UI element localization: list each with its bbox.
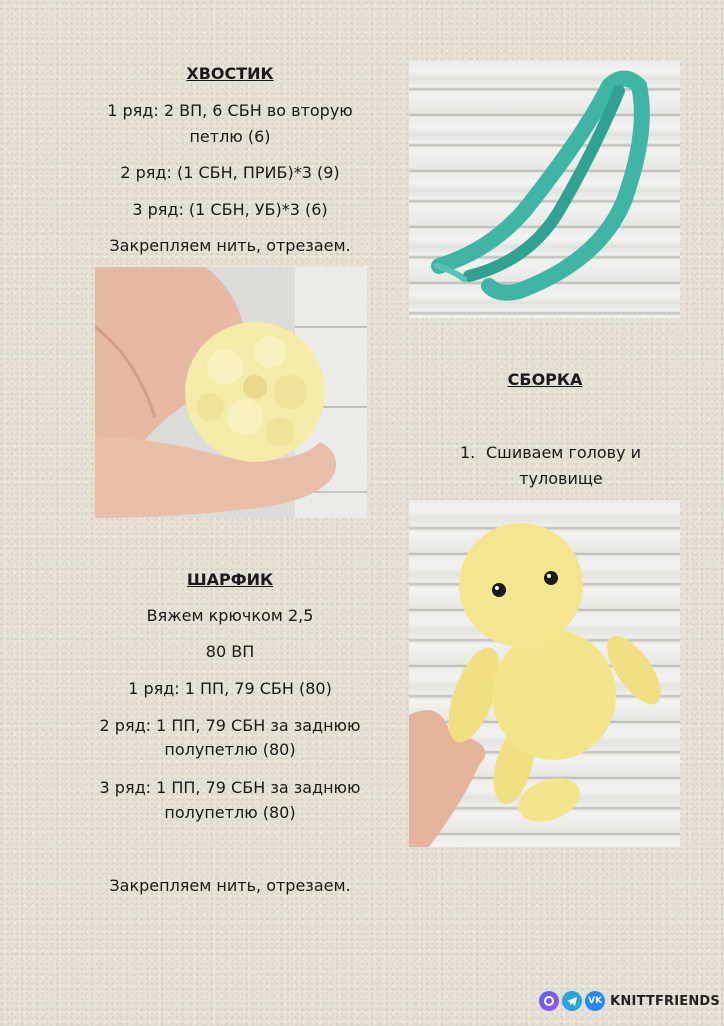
footer-brand-bar (539, 990, 720, 1012)
vk-icon[interactable] (585, 991, 605, 1011)
tail-photo (409, 61, 680, 318)
assembly-step1-number: 1. (460, 443, 476, 462)
vk-icon-text: VK (588, 996, 603, 1006)
tail-row2: 2 ряд: (1 СБН, ПРИБ)*3 (9) (120, 163, 340, 182)
pompom-illustration (95, 267, 367, 518)
tail-row1-line1: 1 ряд: 2 ВП, 6 СБН во вторую (107, 101, 353, 120)
brand-name[interactable]: KNITTFRIENDS (610, 993, 720, 1009)
scarf-chain: 80 ВП (205, 642, 255, 661)
scarf-finish: Закрепляем нить, отрезаем. (109, 876, 351, 895)
max-icon[interactable] (539, 991, 559, 1011)
assembly-step1-line2: туловище (519, 469, 603, 488)
tail-title: ХВОСТИК (186, 64, 274, 83)
scarf-row2-line2: полупетлю (80) (164, 740, 296, 759)
scarf-hook: Вяжем крючком 2,5 (146, 606, 314, 625)
scarf-row3-line2: полупетлю (80) (164, 803, 296, 822)
assembly-title: СБОРКА (507, 370, 583, 389)
doll-illustration (409, 500, 680, 847)
tail-row3: 3 ряд: (1 СБН, УБ)*3 (6) (132, 200, 328, 219)
scarf-row1: 1 ряд: 1 ПП, 79 СБН (80) (128, 679, 332, 698)
telegram-icon[interactable] (562, 991, 582, 1011)
scarf-row3-line1: 3 ряд: 1 ПП, 79 СБН за заднюю (99, 778, 361, 797)
doll-photo (409, 500, 680, 847)
assembly-step1-line1: Сшиваем голову и (486, 443, 642, 462)
pompom-photo (95, 267, 367, 518)
tail-illustration (409, 61, 680, 318)
scarf-title: ШАРФИК (186, 570, 274, 589)
scarf-row2-line1: 2 ряд: 1 ПП, 79 СБН за заднюю (99, 716, 361, 735)
tail-finish: Закрепляем нить, отрезаем. (109, 236, 351, 255)
tail-row1-line2: петлю (6) (189, 127, 271, 146)
